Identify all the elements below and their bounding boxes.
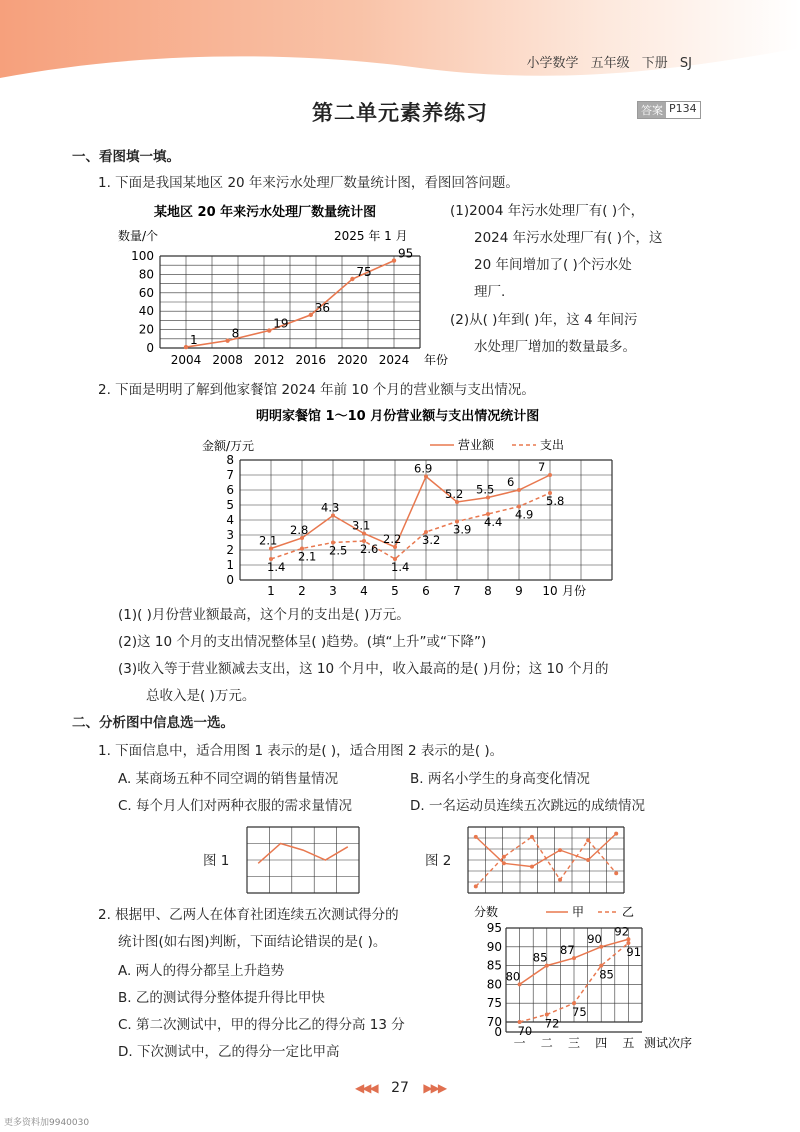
chart5-ytick: 0 [494, 1025, 502, 1039]
chart5-ytick: 80 [486, 977, 502, 992]
chart2-legend-expense: 支出 [540, 438, 565, 452]
chart2-data-label: 2.1 [298, 549, 317, 564]
fig2-point [614, 871, 618, 875]
chart2-xtick: 8 [484, 584, 492, 598]
answer-badge-page: P134 [669, 102, 697, 115]
chart5-data-label: 87 [560, 943, 575, 958]
chart1-xtick: 2004 [170, 353, 202, 367]
chart5-ytick: 90 [486, 939, 502, 954]
chart5-xtick: 一 [513, 1036, 526, 1050]
chart2-data-label: 2.8 [290, 523, 309, 537]
s1-q1-sub1-line1: (1)2004 年污水处理厂有( )个， [450, 203, 645, 219]
chart5-xtick: 二 [540, 1036, 553, 1050]
chart2-point [548, 473, 552, 477]
fig2-line-1 [476, 834, 616, 867]
s2-q2-line1: 2. 根据甲、乙两人在体育社团连续五次测试得分的 [98, 907, 399, 923]
chart1-data-label: 1 [190, 333, 198, 348]
chart2-data-label: 2.2 [383, 532, 402, 546]
chart5-xtick: 四 [595, 1036, 608, 1050]
chart1-point [225, 338, 229, 342]
chart2-ytick: 0 [226, 573, 234, 587]
chart5-legend-a: 甲 [572, 905, 585, 919]
chart2-data-label: 4.9 [515, 507, 534, 522]
chart2-data-label: 4.4 [484, 515, 503, 529]
chart1-ytick: 40 [138, 304, 154, 319]
chart1-xtick: 2024 [378, 353, 410, 367]
chart2-data-label: 6.9 [414, 461, 433, 476]
s2-q1-option-d: D. 一名运动员连续五次跳远的成绩情况 [410, 798, 645, 814]
chart1-xtick: 2008 [212, 353, 243, 367]
chart5-ylabel: 分数 [474, 905, 499, 919]
s2-q1-option-b: B. 两名小学生的身高变化情况 [410, 771, 590, 787]
fig2-point [530, 835, 534, 839]
s2-q2-option-b: B. 乙的测试得分整体提升得比甲快 [118, 990, 325, 1006]
s1-q2-sub2: (2)这 10 个月的支出情况整体呈( )趋势。(填“上升”或“下降”) [118, 634, 487, 650]
chart1-ylabel: 数量/个 [118, 229, 159, 243]
fig2-point [558, 878, 562, 882]
s1-q2-sub3-line2: 总收入是( )万元。 [146, 688, 256, 704]
s1-q1-sub1-line4: 理厂. [474, 284, 506, 300]
chart2-xtick: 2 [298, 584, 306, 598]
chart1-xtick: 2016 [295, 353, 327, 367]
chart5-data-label: 90 [587, 931, 602, 946]
chart2-ytick: 2 [226, 543, 234, 557]
chart1-ytick: 20 [138, 322, 154, 337]
chart1-xlabel: 年份 [424, 353, 448, 367]
chart2-xtick: 1 [267, 584, 275, 598]
chart2-ytick: 8 [226, 453, 234, 467]
chart2-xlabel: 月份 [562, 584, 587, 598]
chart5-data-label: 70 [517, 1024, 533, 1038]
chart2-data-label: 3.2 [422, 533, 441, 547]
s1-q2-sub1: (1)( )月份营业额最高，这个月的支出是( )万元。 [118, 607, 410, 623]
fig2-point [586, 838, 590, 842]
s1-q1-sub1-line2: 2024 年污水处理厂有( )个，这 [474, 230, 663, 246]
s2-q2-option-c: C. 第二次测试中，甲的得分比乙的得分高 13 分 [118, 1017, 405, 1033]
chart2-title: 明明家餐馆 1～10 月份营业额与支出情况统计图 [256, 409, 540, 424]
chart5-ytick: 95 [486, 921, 502, 935]
chart1-xtick: 2012 [253, 353, 285, 367]
chart2-data-label: 1.4 [267, 560, 286, 574]
chart5-ytick: 70 [486, 1015, 502, 1029]
chart2-data-label: 2.1 [259, 533, 278, 548]
chart1-point [184, 345, 188, 349]
chart5-xlabel: 测试次序 [644, 1036, 693, 1050]
s2-q1-option-c: C. 每个月人们对两种衣服的需求量情况 [118, 798, 353, 814]
header-subject: 小学数学 五年级 下册 SJ [526, 56, 692, 71]
chart5-ytick: 75 [486, 996, 502, 1011]
s1-q1-sub1-line3: 20 年间增加了( )个污水处 [474, 257, 632, 273]
chart-sewage-plants [118, 196, 448, 376]
s1-q1-text: 1. 下面是我国某地区 20 年来污水处理厂数量统计图，看图回答问题。 [98, 175, 519, 191]
fig2-point [502, 861, 506, 865]
s2-q2-option-d: D. 下次测试中，乙的得分一定比甲高 [118, 1044, 340, 1060]
s2-q1-option-a: A. 某商场五种不同空调的销售量情况 [118, 771, 339, 787]
fig2-point [530, 865, 534, 869]
s1-q1-sub2-line1: (2)从( )年到( )年，这 4 年间污 [450, 312, 638, 328]
chart2-data-label: 6 [507, 475, 515, 489]
chart2-data-label: 5.5 [476, 482, 495, 497]
chart1-data-label: 19 [273, 316, 289, 331]
section1-heading: 一、看图填一填。 [72, 149, 180, 165]
chart5-data-label: 75 [572, 1005, 587, 1020]
s2-q2-line2: 统计图(如右图)判断，下面结论错误的是( )。 [118, 934, 387, 950]
chart5-data-label: 91 [626, 945, 642, 960]
chart1-xtick: 2020 [337, 353, 368, 367]
chart2-data-label: 4.3 [321, 500, 340, 515]
chart2-ytick: 6 [226, 483, 234, 497]
chart2-data-label: 2.6 [360, 542, 379, 556]
fig2-point [502, 855, 506, 859]
chart2-ytick: 5 [226, 498, 234, 512]
chart2-xtick: 9 [515, 584, 523, 598]
s2-q2-option-a: A. 两人的得分都呈上升趋势 [118, 963, 285, 979]
fig2-label: 图 2 [425, 853, 452, 869]
chart1-data-label: 75 [356, 265, 372, 279]
chart1-data-label: 95 [398, 246, 414, 261]
chart2-data-label: 3.1 [352, 518, 371, 533]
figure-1-chart [245, 825, 361, 895]
next-arrows-icon: ▶▶▶ [423, 1081, 446, 1095]
fig1-line [258, 844, 348, 864]
prev-arrows-icon: ◀◀◀ [354, 1081, 377, 1095]
chart2-data-label: 5.8 [546, 494, 565, 508]
page-title: 第二单元素养练习 [312, 101, 488, 125]
fig2-point [586, 858, 590, 862]
chart-test-scores [468, 900, 708, 1060]
chart2-data-label: 5.2 [445, 487, 464, 501]
answer-badge[interactable] [637, 101, 701, 119]
s1-q2-sub3-line1: (3)收入等于营业额减去支出，这 10 个月中，收入最高的是( )月份；这 10 个月的 [118, 661, 609, 677]
chart2-ylabel: 金额/万元 [202, 439, 255, 453]
fig2-point [474, 884, 478, 888]
chart2-data-label: 2.5 [329, 543, 348, 558]
chart1-ytick: 0 [146, 341, 154, 355]
chart1-ytick: 100 [131, 249, 154, 263]
chart2-data-label: 1.4 [391, 560, 410, 574]
s1-q2-text: 2. 下面是明明了解到他家餐馆 2024 年前 10 个月的营业额与支出情况。 [98, 382, 535, 398]
chart1-point [267, 328, 271, 332]
chart-restaurant [200, 402, 630, 602]
chart5-data-label: 85 [599, 967, 614, 982]
chart1-point [392, 258, 396, 262]
chart5-data-label: 80 [505, 969, 521, 984]
chart2-legend-income: 营业额 [458, 438, 495, 452]
s2-q1-text: 1. 下面信息中，适合用图 1 表示的是( )，适合用图 2 表示的是( )。 [98, 743, 504, 759]
chart1-ytick: 80 [138, 267, 154, 282]
chart1-data-label: 8 [231, 326, 240, 341]
footer-note: 更多资料加9940030 [4, 1118, 90, 1128]
chart5-xtick: 五 [622, 1036, 635, 1050]
chart1-point [350, 277, 354, 281]
chart5-data-label: 72 [544, 1016, 560, 1031]
chart1-ytick: 60 [138, 285, 154, 300]
page-number: 27 [391, 1080, 409, 1096]
s1-q1-sub2-line2: 水处理厂增加的数量最多。 [474, 339, 636, 355]
chart2-xtick: 6 [422, 584, 430, 598]
fig1-label: 图 1 [203, 853, 230, 869]
figure-2-chart [466, 825, 626, 895]
page-number-row [0, 1080, 800, 1096]
chart2-ytick: 4 [226, 513, 234, 527]
chart5-xtick: 三 [567, 1036, 581, 1050]
chart1-point [309, 313, 313, 317]
chart2-xtick: 7 [453, 584, 461, 598]
fig2-point [614, 832, 618, 836]
chart5-data-label: 85 [532, 950, 548, 965]
chart5-ytick: 85 [486, 958, 502, 973]
fig2-point [558, 848, 562, 852]
chart2-point [517, 488, 521, 492]
chart2-data-label: 7 [538, 460, 546, 474]
chart1-date-note: 2025 年 1 月 [334, 229, 408, 243]
chart1-title: 某地区 20 年来污水处理厂数量统计图 [154, 205, 377, 220]
answer-badge-key: 答案 [638, 102, 666, 118]
chart2-xtick: 5 [391, 584, 399, 598]
fig2-point [474, 835, 478, 839]
section2-heading: 二、分析图中信息选一选。 [72, 715, 234, 731]
chart1-data-label: 36 [314, 300, 331, 315]
chart5-legend-b: 乙 [622, 905, 635, 919]
fig2-line-2 [476, 837, 616, 887]
chart2-xtick: 4 [360, 584, 368, 598]
chart2-ytick: 1 [226, 558, 234, 572]
chart5-data-label: 92 [614, 924, 630, 939]
chart2-xtick: 3 [329, 584, 337, 598]
chart2-ytick: 7 [226, 468, 234, 482]
chart2-data-label: 3.9 [453, 522, 472, 537]
chart2-ytick: 3 [226, 528, 234, 542]
chart2-xtick: 10 [542, 584, 558, 598]
